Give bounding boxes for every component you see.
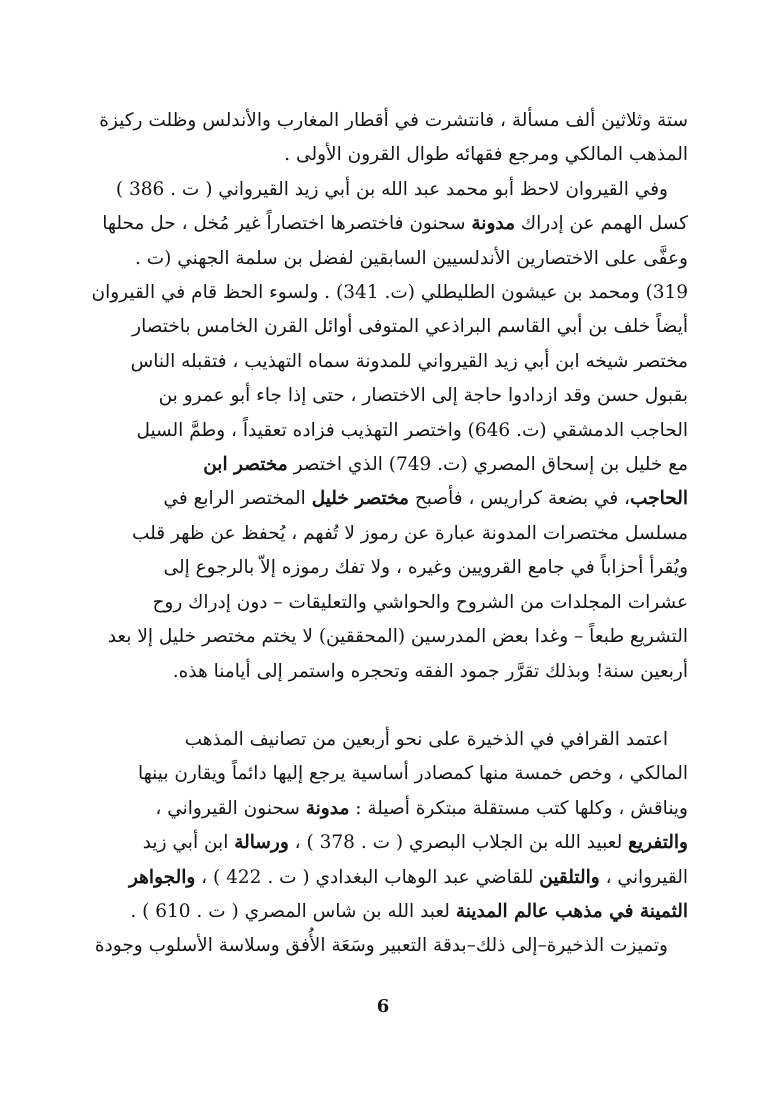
text-line: وتميزت الذخيرة–إلى ذلك–بدقة التعبير وسَعَة الأُفق وسلاسة الأسلوب وجودة (94, 935, 668, 957)
text-line: مختصر شيخه ابن أبي زيد القيرواني للمدونة سماه التهذيب ، فتقبله الناس (130, 350, 688, 372)
paragraph-spacer (78, 689, 688, 723)
text-line: ويناقش ، وكلها كتب مستقلة مبتكرة أصيلة : (349, 797, 688, 819)
text-line: بقبول حسن وقد ازدادوا حاجة إلى الاختصار ، حتى إذا جاء أبو عمرو بن (158, 385, 688, 407)
text-line: ستة وثلاثين ألف مسألة ، فانتشرت في أقطار المغارب والأندلس وظلت ركيزة (99, 110, 688, 131)
text-line: التشريع طبعاً – وغدا بعض المدرسين (المحققين) لا يختم مختصر خليل إلا بعد (107, 626, 688, 648)
book-title-mukhtasar-khalil: مختصر خليل (311, 488, 409, 510)
text-line: أيضاً خلف بن أبي القاسم البراذعي المتوفى أوائل القرن الخامس باختصار (132, 316, 688, 338)
text-line: وفي القيروان لاحظ أبو محمد عبد الله بن أبي زيد القيرواني ( ت . 386 ) (115, 178, 668, 200)
text-line: القيرواني ، (599, 866, 688, 888)
text-line: اعتمد القرافي في الذخيرة على نحو أربعين من تصانيف المذهب (184, 728, 668, 750)
book-title-risala: ورسالة (234, 832, 289, 854)
book-title-jawahir: والجواهر (128, 866, 196, 888)
paragraph-4 (78, 929, 688, 963)
paragraph-2 (78, 173, 688, 689)
book-title-thamina: الثمينة في مذهب عالم المدينة (455, 900, 688, 922)
text-line: 319) ومحمد بن عيشون الطليطلي (ت. 341) . ولسوء الحظ قام في القيروان (91, 282, 688, 304)
book-title-mudawwana: مدونة (471, 213, 516, 235)
text-line: المالكي ، وخص خمسة منها كمصادر أساسية يرجع إليها دائماً ويقارن بينها (137, 763, 688, 785)
text-line: وعفَّى على الاختصارين الأندلسيين السابقين لفضل بن سلمة الجهني (ت . (134, 247, 688, 269)
text-line: مع خليل بن إسحاق المصري (ت. 749) الذي اختصر (287, 454, 688, 476)
book-title-hajib: الحاجب (630, 488, 688, 510)
book-title-talqin: والتلقين (539, 866, 600, 888)
text-line: ابن أبي زيد (142, 832, 235, 854)
book-title-tafri: والتفريع (628, 832, 688, 854)
text-line: كسل الهمم عن إدراك (515, 213, 688, 235)
text-line: المختصر الرابع في (163, 488, 312, 510)
text-line: عشرات المجلدات من الشروح والحواشي والتعليقات – دون إدراك روح (152, 591, 688, 613)
page-number: 6 (376, 996, 390, 1017)
text-line: ، في بضعة كراريس ، فأصبح (408, 488, 631, 510)
text-line: الحاجب الدمشقي (ت. 646) واختصر التهذيب فزاده تعقيداً ، وطمَّ السيل (136, 419, 688, 441)
page-body (78, 104, 688, 964)
text-line: لعبيد الله بن الجلاب البصري ( ت . 378 ) ، (288, 832, 629, 854)
paragraph-3 (78, 723, 688, 929)
text-line: للقاضي عبد الوهاب البغدادي ( ت . 422 ) ، (195, 866, 540, 888)
paragraph-1 (78, 104, 688, 173)
text-line: سحنون فاختصرها اختصاراً غير مُخل ، حل محلها (102, 213, 472, 235)
book-title-mukhtasar-ibn: مختصر ابن (203, 454, 288, 476)
text-line: سحنون القيرواني ، (155, 797, 306, 819)
text-line: مسلسل مختصرات المدونة عبارة عن رموز لا تُفهم ، يُحفظ عن ظهر قلب (132, 522, 688, 544)
text-line: المذهب المالكي ومرجع فقهائه طوال القرون الأولى . (284, 144, 688, 166)
text-line: لعبد الله بن شاس المصري ( ت . 610 ) . (130, 900, 456, 922)
book-title-mudawwana: مدونة (305, 797, 350, 819)
text-line: أربعين سنة! وبذلك تقرَّر جمود الفقه وتحجره واستمر إلى أيامنا هذه. (172, 660, 688, 682)
text-line: ويُقرأ أحزاباً في جامع القرويين وغيره ، ولا تفك رموزه إلاّ بالرجوع إلى (163, 557, 688, 579)
